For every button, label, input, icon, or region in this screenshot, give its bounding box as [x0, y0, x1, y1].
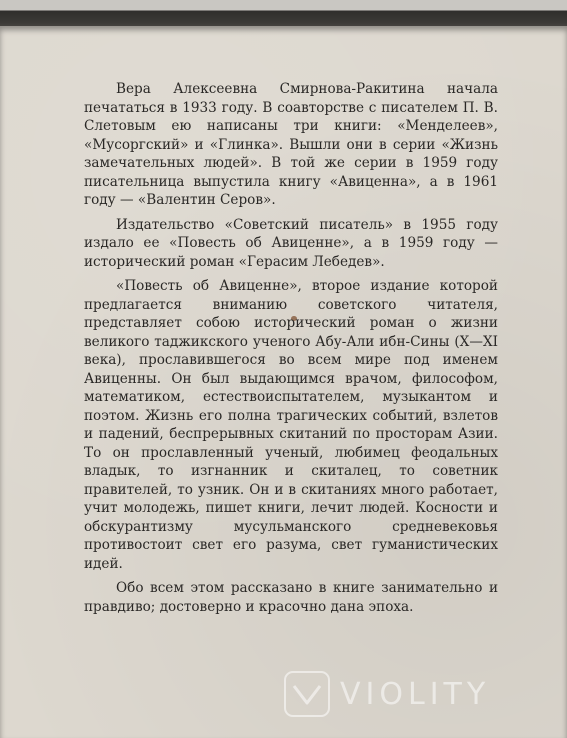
paragraph-publisher-history: Издательство «Советский писатель» в 1955 году издало ее «Повесть об Авиценне», а в 1959 году — исторический роман «Герасим Лебедев».	[84, 216, 498, 270]
paragraph-author-bio: Вера Алексеевна Смирнова-Ракитина начала печататься в 1933 году. В соавторстве с писателем П. В. Слетовым ею написаны три книги: «Менделеев», «Мусоргский» и «Глинка». Вышли они в серии «Жизнь замечательных людей». В той же серии в 1959 году писательница выпустила книгу «Авиценна», а в 1961 году — «Валентин Серов».	[84, 81, 498, 208]
watermark-text: VIOLITY	[340, 676, 491, 712]
violity-logo-icon	[284, 671, 330, 717]
annotation-text	[84, 80, 498, 622]
paragraph-closing: Обо всем этом рассказано в книге занимательно и правдиво; достоверно и красочно дана эпоха.	[84, 580, 498, 615]
paragraph-book-summary: «Повесть об Авиценне», второе издание которой предлагается вниманию советского читателя, представляет собою исторический роман о жизни великого таджикского ученого Абу-Али ибн-Сины (X—XI века), прославившегося во всем мире под именем Авиценны. Он был выдающимся врачом, философом, математиком, естествоиспытателем, музыкантом и поэтом. Жизнь его полна трагических событий, взлетов и падений, беспрерывных скитаний по просторам Азии. То он прославленный ученый, любимец феодальных владык, то изгнанник и скиталец, то советник правителей, то узник. Он и в скитаниях много работает, учит молодежь, пишет книги, лечит людей. Косности и обскурантизму мусульманского средневековья противостоит свет его разума, свет гуманистических идей.	[84, 278, 498, 572]
watermark	[284, 667, 554, 721]
